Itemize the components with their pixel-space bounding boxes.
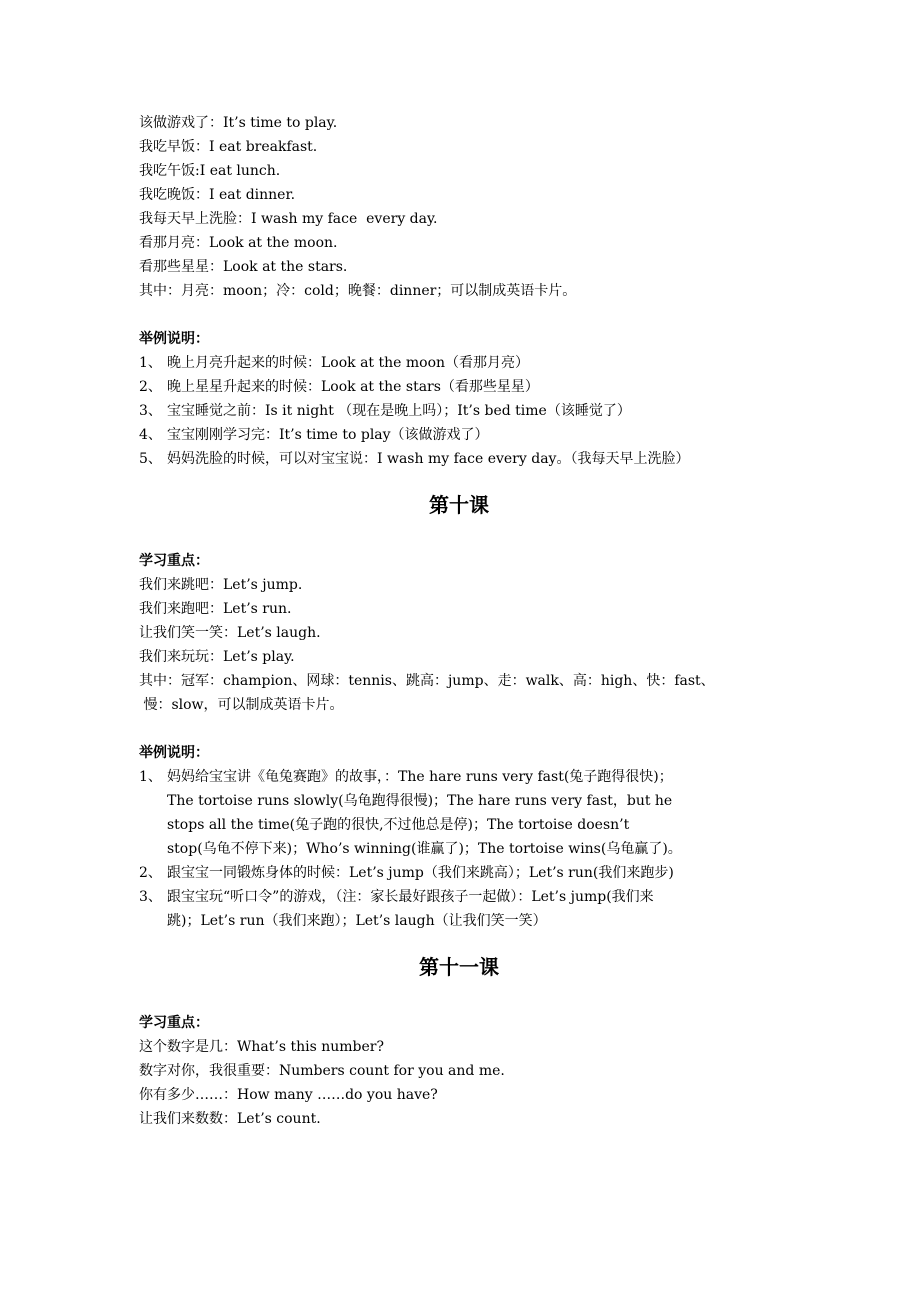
- key-line: 我吃晚饭：I eat dinner.: [139, 187, 296, 203]
- example-item: [139, 765, 779, 861]
- examples-heading: 举例说明：: [139, 745, 209, 761]
- key-line: 让我们笑一笑：Let’s laugh.: [139, 625, 321, 641]
- example-text: 宝宝刚刚学习完：It’s time to play（该做游戏了）: [167, 427, 489, 443]
- key-line: 看那些星星：Look at the stars.: [139, 259, 348, 275]
- example-item: [139, 351, 779, 375]
- example-text: 宝宝睡觉之前：Is it night （现在是晚上吗）；It’s bed time（该睡觉了）: [167, 403, 631, 419]
- key-line: 我们来跳吧：Let’s jump.: [139, 577, 303, 593]
- example-item: [139, 861, 779, 885]
- key-line: 看那月亮：Look at the moon.: [139, 235, 338, 251]
- example-number: 2、: [139, 865, 162, 881]
- lesson11-title: 第十一课: [419, 955, 499, 979]
- key-line: 我吃早饭：I eat breakfast.: [139, 139, 318, 155]
- example-number: 5、: [139, 451, 162, 467]
- lesson11-key-points: [139, 1035, 779, 1131]
- example-number: 3、: [139, 889, 162, 905]
- lesson9-examples: [139, 351, 779, 471]
- key-line: 我们来跑吧：Let’s run.: [139, 601, 292, 617]
- key-line: 其中：月亮：moon；冷：cold；晚餐：dinner；可以制成英语卡片。: [139, 283, 577, 299]
- example-item: [139, 423, 779, 447]
- example-number: 4、: [139, 427, 162, 443]
- key-line: 让我们来数数：Let’s count.: [139, 1111, 321, 1127]
- lesson10-key-points: [139, 573, 779, 717]
- examples-heading: 举例说明：: [139, 331, 209, 347]
- key-line: 你有多少……：How many ……do you have?: [139, 1087, 438, 1103]
- example-item: [139, 375, 779, 399]
- document-page: [139, 111, 779, 1131]
- example-text: 跟宝宝玩“听口令”的游戏，（注：家长最好跟孩子一起做）：Let’s jump(我们来 跳)；Let’s run（我们来跑）；Let’s laugh（让我们笑一笑）: [167, 889, 654, 929]
- key-points-heading: 学习重点：: [139, 553, 209, 569]
- example-number: 1、: [139, 769, 162, 785]
- key-line: 我每天早上洗脸：I wash my face every day.: [139, 211, 438, 227]
- key-line: 这个数字是几：What’s this number?: [139, 1039, 384, 1055]
- lesson10-title: 第十课: [429, 493, 489, 517]
- key-line: 该做游戏了：It’s time to play.: [139, 115, 338, 131]
- key-line: 我们来玩玩：Let’s play.: [139, 649, 295, 665]
- example-text: 跟宝宝一同锻炼身体的时候：Let’s jump（我们来跳高）；Let’s run(我们来跑步): [167, 865, 674, 881]
- example-text: 妈妈给宝宝讲《龟兔赛跑》的故事，：The hare runs very fast(兔子跑得很快)； The tortoise runs slowly(乌龟跑得很慢)；The hare runs very fast，but he stops all the time(兔子跑的很快,不过他总是停)；The tortoise doesn’t stop(乌龟不停下来)；Who’s winning(谁赢了)；The tortoise wins(乌龟赢了)。: [167, 769, 682, 857]
- example-item: [139, 399, 779, 423]
- example-number: 1、: [139, 355, 162, 371]
- example-item: [139, 885, 779, 933]
- key-line: 其中：冠军：champion、网球：tennis、跳高：jump、走：walk、高：high、快：fast、: [139, 673, 715, 689]
- key-line: 慢：slow，可以制成英语卡片。: [139, 697, 344, 713]
- key-line: 我吃午饭:I eat lunch.: [139, 163, 281, 179]
- lesson9-key-points: [139, 111, 779, 303]
- example-text: 晚上月亮升起来的时候：Look at the moon（看那月亮）: [167, 355, 530, 371]
- lesson10-examples: [139, 765, 779, 933]
- example-number: 2、: [139, 379, 162, 395]
- key-points-heading: 学习重点：: [139, 1015, 209, 1031]
- example-text: 妈妈洗脸的时候，可以对宝宝说：I wash my face every day。（我每天早上洗脸）: [167, 451, 690, 467]
- key-line: 数字对你，我很重要：Numbers count for you and me.: [139, 1063, 505, 1079]
- example-item: [139, 447, 779, 471]
- example-number: 3、: [139, 403, 162, 419]
- example-text: 晚上星星升起来的时候：Look at the stars（看那些星星）: [167, 379, 539, 395]
